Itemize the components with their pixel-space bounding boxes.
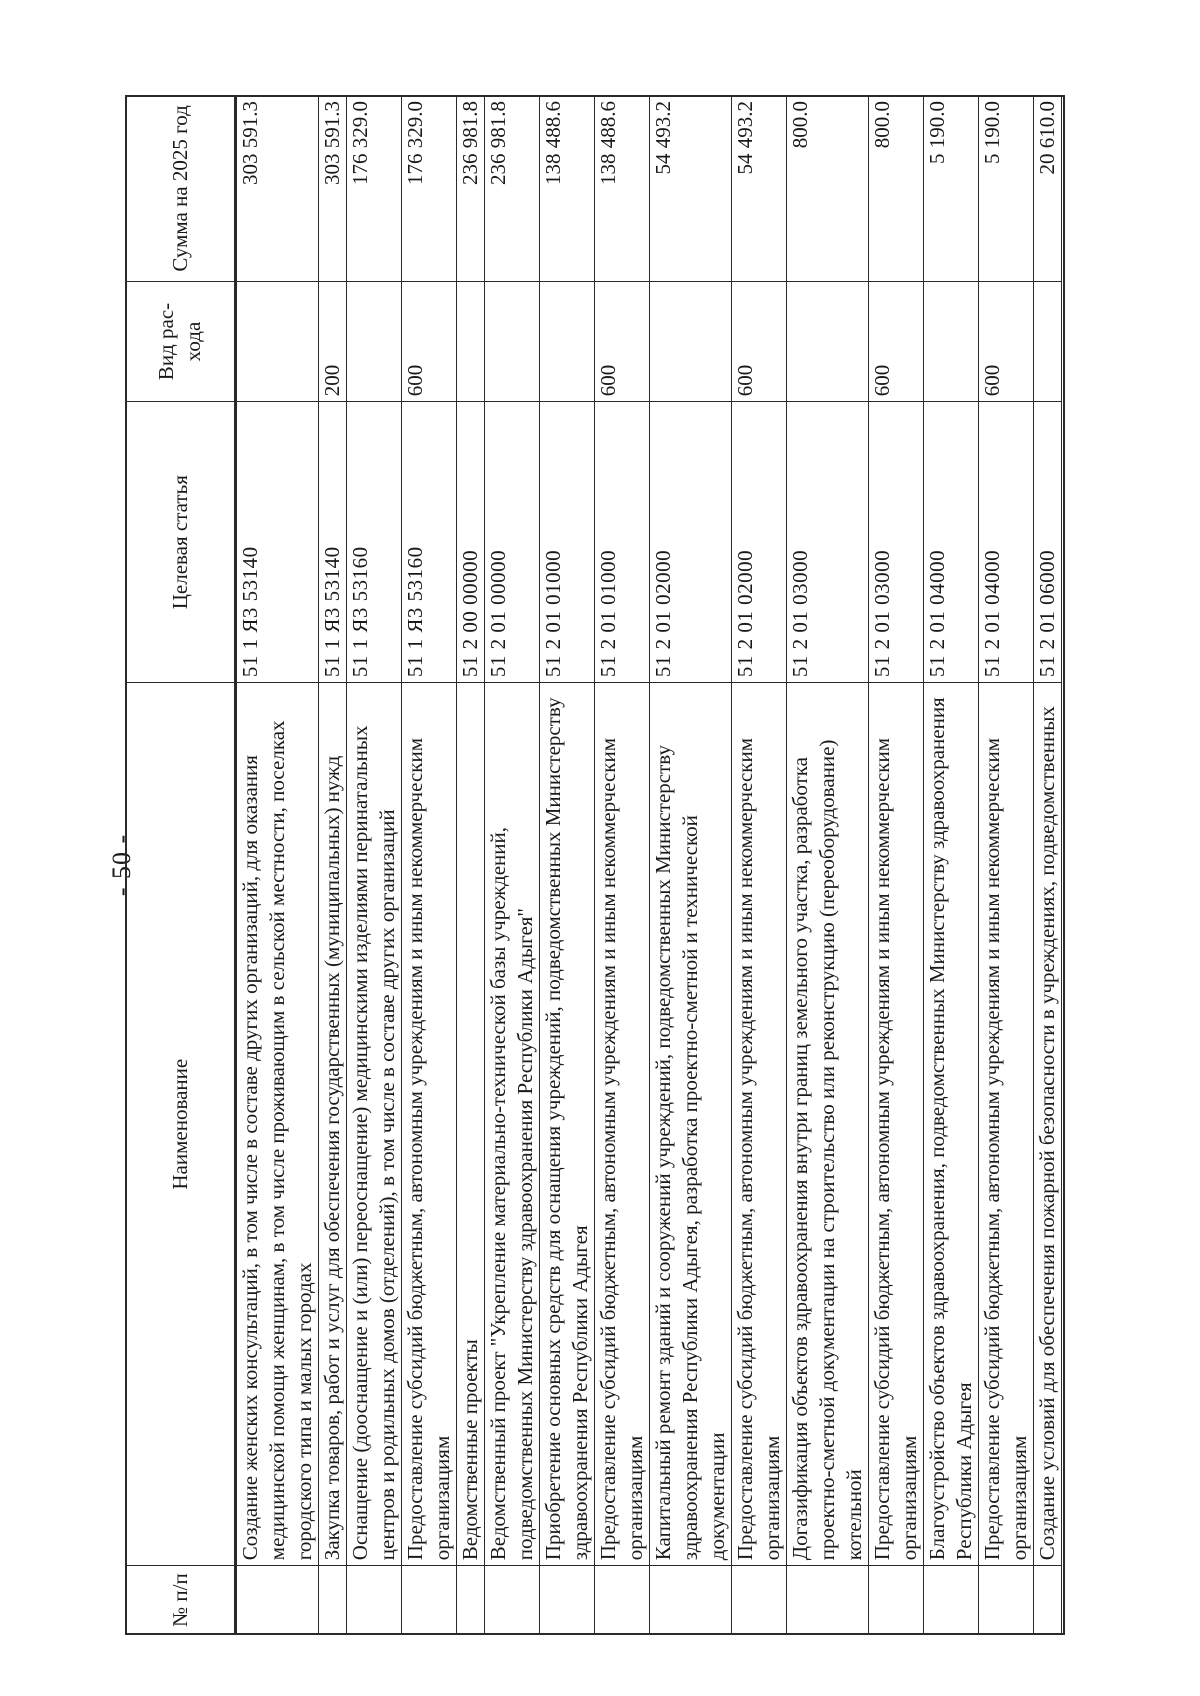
table-row xyxy=(979,96,1034,1635)
table-row xyxy=(485,96,540,1635)
row-name: Предоставление субсидий бюджетным, автономным учреждениям и иным некоммерческим организациям xyxy=(402,683,457,1566)
row-num xyxy=(402,1566,457,1635)
row-code: 51 2 01 01000 xyxy=(540,402,595,683)
row-name: Создание женских консультаций, в том числе в составе других организаций, для оказания медицинской помощи женщинам, в том числе проживающим в сельской местности, поселках городского типа и малых городах xyxy=(236,683,319,1566)
row-type xyxy=(924,281,979,401)
row-name: Создание условий для обеспечения пожарной безопасности в учреждениях, подведомственных xyxy=(1034,683,1062,1566)
table-row xyxy=(869,96,924,1635)
row-num xyxy=(732,1566,787,1635)
row-code: 51 2 01 04000 xyxy=(924,402,979,683)
row-name: Приобретение основных средств для оснащения учреждений, подведомственных Министерству здравоохранения Республики Адыгея xyxy=(540,683,595,1566)
row-sum: 138 488.6 xyxy=(540,96,595,282)
row-sum: 20 610.0 xyxy=(1034,96,1062,282)
row-sum: 800.0 xyxy=(787,96,869,282)
row-name: Оснащение (дооснащение и (или) переоснащение) медицинскими изделиями перинатальных центров и родильных домов (отделений), в том числе в составе других организаций xyxy=(347,683,402,1566)
table-row xyxy=(236,96,319,1635)
row-code: 51 1 Я3 53140 xyxy=(319,402,347,683)
row-code: 51 1 Я3 53160 xyxy=(347,402,402,683)
row-code: 51 2 01 04000 xyxy=(979,402,1034,683)
row-code: 51 2 01 03000 xyxy=(869,402,924,683)
row-type: 200 xyxy=(319,281,347,401)
row-code: 51 2 01 00000 xyxy=(485,402,540,683)
table-row xyxy=(595,96,650,1635)
row-name: Ведомственный проект "Укрепление материально-технической базы учреждений, подведомственных Министерству здравоохранения Республики Адыгея" xyxy=(485,683,540,1566)
row-num xyxy=(787,1566,869,1635)
header-name: Наименование xyxy=(126,683,236,1566)
row-type xyxy=(540,281,595,401)
table-header xyxy=(126,96,236,1635)
table-row xyxy=(650,96,732,1635)
row-num xyxy=(979,1566,1034,1635)
row-num xyxy=(236,1566,319,1635)
row-num xyxy=(595,1566,650,1635)
row-name: Ведомственные проекты xyxy=(457,683,485,1566)
row-name: Благоустройство объектов здравоохранения, подведомственных Министерству здравоохранения Республики Адыгея xyxy=(924,683,979,1566)
row-sum: 236 981.8 xyxy=(485,96,540,282)
row-name: Капитальный ремонт зданий и сооружений учреждений, подведомственных Министерству здравоохранения Республики Адыгея, разработка проектно-сметной и технической документации xyxy=(650,683,732,1566)
row-code: 51 2 00 00000 xyxy=(457,402,485,683)
row-code: 51 2 01 06000 xyxy=(1034,402,1062,683)
row-sum: 303 591.3 xyxy=(236,96,319,282)
row-type: 600 xyxy=(402,281,457,401)
row-sum: 138 488.6 xyxy=(595,96,650,282)
header-type: Вид рас-хода xyxy=(126,281,236,401)
table-row xyxy=(787,96,869,1635)
row-type xyxy=(650,281,732,401)
row-num xyxy=(347,1566,402,1635)
row-sum: 303 591.3 xyxy=(319,96,347,282)
row-sum: 54 493.2 xyxy=(732,96,787,282)
row-type: 600 xyxy=(979,281,1034,401)
row-code: 51 2 01 01000 xyxy=(595,402,650,683)
row-sum: 176 329.0 xyxy=(402,96,457,282)
table-row xyxy=(319,96,347,1635)
row-name: Предоставление субсидий бюджетным, автономным учреждениям и иным некоммерческим организациям xyxy=(732,683,787,1566)
row-sum: 236 981.8 xyxy=(457,96,485,282)
row-sum: 176 329.0 xyxy=(347,96,402,282)
row-type xyxy=(485,281,540,401)
table-row xyxy=(732,96,787,1635)
row-type xyxy=(1034,281,1062,401)
row-code: 51 1 Я3 53160 xyxy=(402,402,457,683)
row-type: 600 xyxy=(869,281,924,401)
row-type xyxy=(347,281,402,401)
row-name: Закупка товаров, работ и услуг для обеспечения государственных (муниципальных) нужд xyxy=(319,683,347,1566)
row-type xyxy=(236,281,319,401)
row-num xyxy=(1034,1566,1062,1635)
row-name: Догазификация объектов здравоохранения внутри границ земельного участка, разработка проектно-сметной документации на строительство или реконструкцию (переоборудование) котельной xyxy=(787,683,869,1566)
table-body xyxy=(236,96,1062,1635)
row-num xyxy=(319,1566,347,1635)
budget-table xyxy=(125,95,1062,1635)
table-row xyxy=(402,96,457,1635)
header-row xyxy=(126,96,236,1635)
row-name: Предоставление субсидий бюджетным, автономным учреждениям и иным некоммерческим организациям xyxy=(595,683,650,1566)
row-sum: 5 190.0 xyxy=(979,96,1034,282)
row-type xyxy=(457,281,485,401)
table-row xyxy=(540,96,595,1635)
row-num xyxy=(924,1566,979,1635)
row-code: 51 2 01 02000 xyxy=(650,402,732,683)
row-sum: 5 190.0 xyxy=(924,96,979,282)
row-num xyxy=(540,1566,595,1635)
row-type: 600 xyxy=(732,281,787,401)
table-row xyxy=(1034,96,1062,1635)
row-code: 51 1 Я3 53140 xyxy=(236,402,319,683)
row-type xyxy=(787,281,869,401)
row-code: 51 2 01 02000 xyxy=(732,402,787,683)
table-row xyxy=(347,96,402,1635)
row-num xyxy=(650,1566,732,1635)
table-row xyxy=(924,96,979,1635)
row-name: Предоставление субсидий бюджетным, автономным учреждениям и иным некоммерческим организациям xyxy=(979,683,1034,1566)
header-sum: Сумма на 2025 год xyxy=(126,96,236,282)
header-num: № п/п xyxy=(126,1566,236,1635)
row-sum: 54 493.2 xyxy=(650,96,732,282)
header-code: Целевая статья xyxy=(126,402,236,683)
row-num xyxy=(869,1566,924,1635)
table-row xyxy=(457,96,485,1635)
row-name: Предоставление субсидий бюджетным, автономным учреждениям и иным некоммерческим организациям xyxy=(869,683,924,1566)
row-sum: 800.0 xyxy=(869,96,924,282)
rotated-page xyxy=(95,95,1065,1635)
row-code: 51 2 01 03000 xyxy=(787,402,869,683)
row-num xyxy=(457,1566,485,1635)
row-type: 600 xyxy=(595,281,650,401)
row-num xyxy=(485,1566,540,1635)
page-number: - 50 - xyxy=(107,833,136,897)
